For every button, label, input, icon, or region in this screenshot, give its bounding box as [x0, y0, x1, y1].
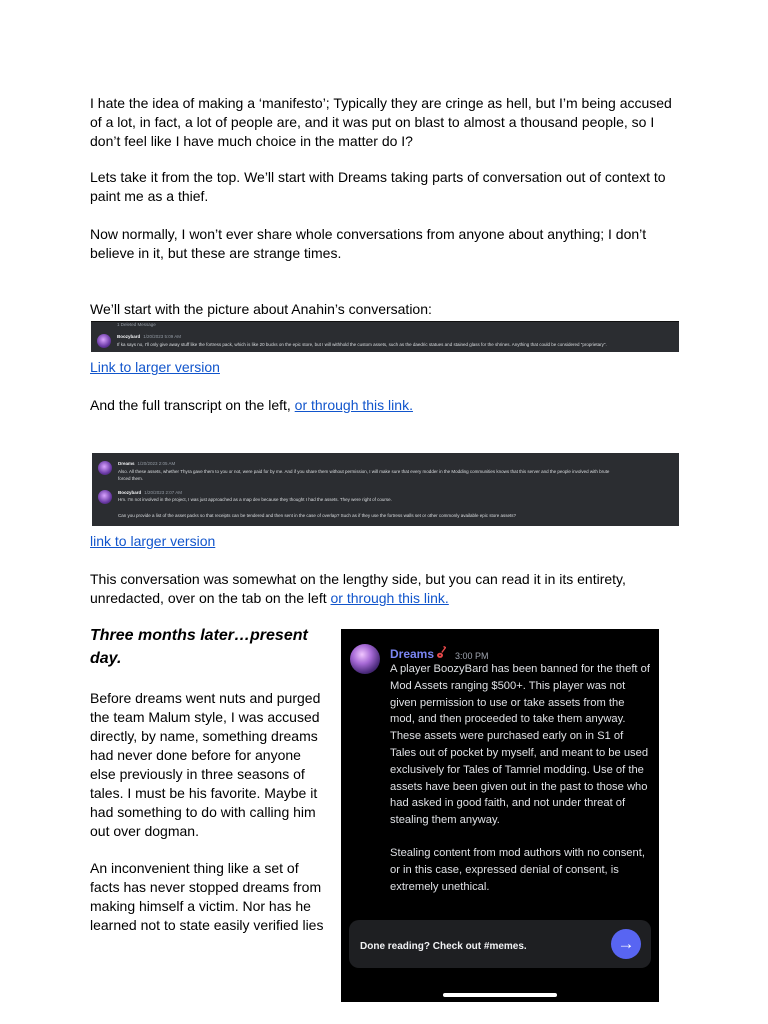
message-timestamp-dreams: 1/20/2023 2:05 AM: [137, 461, 176, 466]
home-indicator: [443, 993, 557, 997]
intro-paragraph-4: We’ll start with the picture about Anahin’s conversation:: [90, 301, 432, 317]
transcript-paragraph: [90, 396, 675, 415]
arrow-right-icon[interactable]: →: [611, 929, 641, 959]
message-time: 3:00 PM: [455, 651, 489, 661]
conversation-screenshot-1: [91, 321, 679, 352]
lengthy-paragraph: [90, 570, 675, 608]
boozybard-message-line-2: Can you provide a list of the asset packs so that receipts can be tendered and then sent in the case of overlap? Such as if they use the fortress walls set or other commonly available epic store assets?: [118, 513, 516, 518]
dreams-avatar: [98, 461, 112, 475]
intro-paragraph-2: Lets take it from the top. We’ll start with Dreams taking parts of conversation out of context to paint me as a thief.: [90, 169, 666, 204]
announcement-text: A player BoozyBard has been banned for the theft of Mod Assets ranging $500+. This player was not given permission to use or take assets from the mod, and then proceeded to take them anyway. These assets were purchased early on in S1 of Tales out of pocket by myself, and meant to be used exclusively for Tales of Tamriel modding. Use of the assets have been given out in the past to those who had asked in good faith, and not under threat of stealing them anyway.: [390, 663, 650, 827]
message-author: Boozybard: [117, 334, 141, 339]
boozybard-message-line-1: Hm. I'm not involved in the project, I was just approached as a map dev because they thought I had the assets. They were right of course.: [118, 497, 392, 502]
section-heading: Three months later…present day.: [90, 627, 308, 667]
conversation-link[interactable]: or through this link.: [330, 590, 449, 606]
dreams-avatar-large: [350, 644, 380, 674]
boozybard-avatar: [97, 334, 111, 348]
deleted-message-header: 1 Deleted Message: [117, 322, 156, 327]
message-author-dreams: Dreams: [118, 461, 135, 466]
section-paragraph-1: Before dreams went nuts and purged the team Malum style, I was accused directly, by name, something dreams had never done before for anyone else previously in three seasons of tales. I must be his favorite. Maybe it had something to do with calling him out over dogman.: [90, 690, 321, 839]
author-name: Dreams: [390, 647, 435, 661]
announcement-text-2: Stealing content from mod authors with no consent, or in this case, expressed denial of consent, is extremely unethical.: [390, 847, 645, 893]
done-reading-bar[interactable]: [349, 920, 651, 968]
boozybard-avatar-2: [98, 490, 112, 504]
section-paragraph-2: An inconvenient thing like a set of facts has never stopped dreams from making himself a victim. Nor has he learned not to state easily verified lies: [90, 860, 324, 933]
lengthy-text: This conversation was somewhat on the lengthy side, but you can read it in its entirety, unredacted, over on the tab on the left: [90, 571, 626, 606]
larger-version-link-1[interactable]: Link to larger version: [90, 359, 220, 375]
message-timestamp: 1/20/2023 5:09 AM: [143, 334, 182, 339]
message-author-boozybard: Boozybard: [118, 490, 142, 495]
intro-paragraph-1: I hate the idea of making a ‘manifesto’; Typically they are cringe as hell, but I’m being accused of a lot, in fact, a lot of people are, and it was put on blast to almost a thousand people, so I don’t feel like I have much choice in the matter do I?: [90, 95, 672, 149]
dreams-message-line-2: forced them.: [118, 476, 144, 481]
discord-announcement-screenshot: [341, 629, 659, 1002]
done-reading-label: Done reading? Check out #memes.: [360, 941, 527, 952]
conversation-screenshot-2: [92, 453, 679, 526]
message-timestamp-boozybard: 1/20/2023 2:07 AM: [144, 490, 183, 495]
dreams-message-line-1: Also. All these assets, whether Thyra gave them to you or not, were paid for by me. And if you share them without permission, I will make sure that every modder in the Modding communities knows that this server and the people involved with brute: [118, 469, 610, 474]
intro-paragraph-3: Now normally, I won’t ever share whole conversations from anyone about anything; I don’t believe in it, but these are strange times.: [90, 226, 647, 261]
transcript-link[interactable]: or through this link.: [294, 397, 413, 413]
guitar-role-icon: [436, 646, 446, 659]
transcript-text: And the full transcript on the left,: [90, 397, 295, 413]
message-text: If ka says no, I'll only give away stuff like the fortress pack, which is like 20 bucks on the epic store, but I will withhold the custom assets, such as the daedric statues and stained glass for the shrines. Anything that could be considered "proprietary".: [117, 342, 607, 347]
larger-version-link-2[interactable]: link to larger version: [90, 533, 216, 549]
